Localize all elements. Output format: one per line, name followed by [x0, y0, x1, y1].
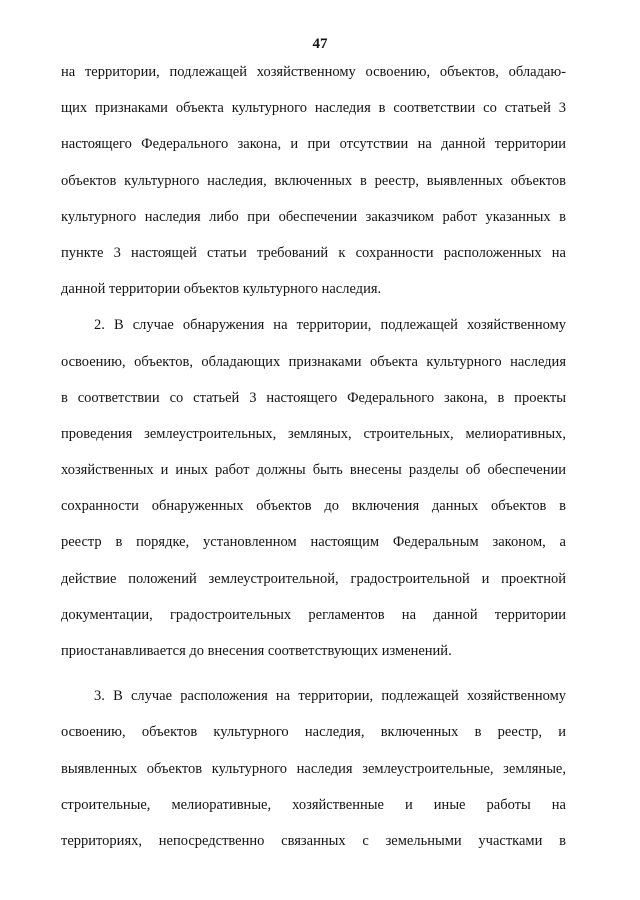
text-line: культурного наследия либо при обеспечении заказчиком работ указанных в [61, 208, 566, 225]
text-line: строительные, мелиоративные, хозяйственные и иные работы на [61, 796, 566, 813]
text-line: реестр в порядке, установленном настоящим Федеральным законом, а [61, 534, 566, 551]
text-line: освоению, объектов культурного наследия, включенных в реестр, и [61, 724, 566, 741]
paragraph-item-2 [61, 307, 566, 669]
text-line: настоящего Федерального закона, и при отсутствии на данной территории [61, 136, 566, 153]
text-line: в соответствии со статьей 3 настоящего Федерального закона, в проекты [61, 389, 566, 406]
text-line: документации, градостроительных регламентов на данной территории [61, 606, 566, 623]
text-line: освоению, объектов, обладающих признаками объекта культурного наследия [61, 353, 566, 370]
paragraph-continuation [61, 54, 566, 307]
body-text [61, 54, 566, 859]
text-line: щих признаками объекта культурного наследия в соответствии со статьей 3 [61, 100, 566, 117]
text-line: пункте 3 настоящей статьи требований к сохранности расположенных на [61, 244, 566, 261]
text-line: действие положений землеустроительной, градостроительной и проектной [61, 570, 566, 587]
paragraph-item-3 [61, 678, 566, 859]
paragraph-gap [61, 669, 566, 678]
text-line: на территории, подлежащей хозяйственному освоению, объектов, обладаю- [61, 64, 566, 80]
text-line: хозяйственных и иных работ должны быть внесены разделы об обеспечении [61, 462, 566, 479]
text-line: выявленных объектов культурного наследия землеустроительные, земляные, [61, 760, 566, 777]
text-line: территориях, непосредственно связанных с земельными участками в [61, 832, 566, 849]
text-line: объектов культурного наследия, включенных в реестр, выявленных объектов [61, 172, 566, 189]
text-line: 3. В случае расположения на территории, подлежащей хозяйственному [94, 688, 566, 705]
text-line: 2. В случае обнаружения на территории, подлежащей хозяйственному [94, 317, 566, 334]
text-line: проведения землеустроительных, земляных, строительных, мелиоративных, [61, 425, 566, 442]
text-line: приостанавливается до внесения соответствующих изменений. [61, 643, 452, 659]
text-line: сохранности обнаруженных объектов до включения данных объектов в [61, 498, 566, 515]
text-line: данной территории объектов культурного наследия. [61, 281, 382, 298]
page-number: 47 [312, 36, 328, 52]
